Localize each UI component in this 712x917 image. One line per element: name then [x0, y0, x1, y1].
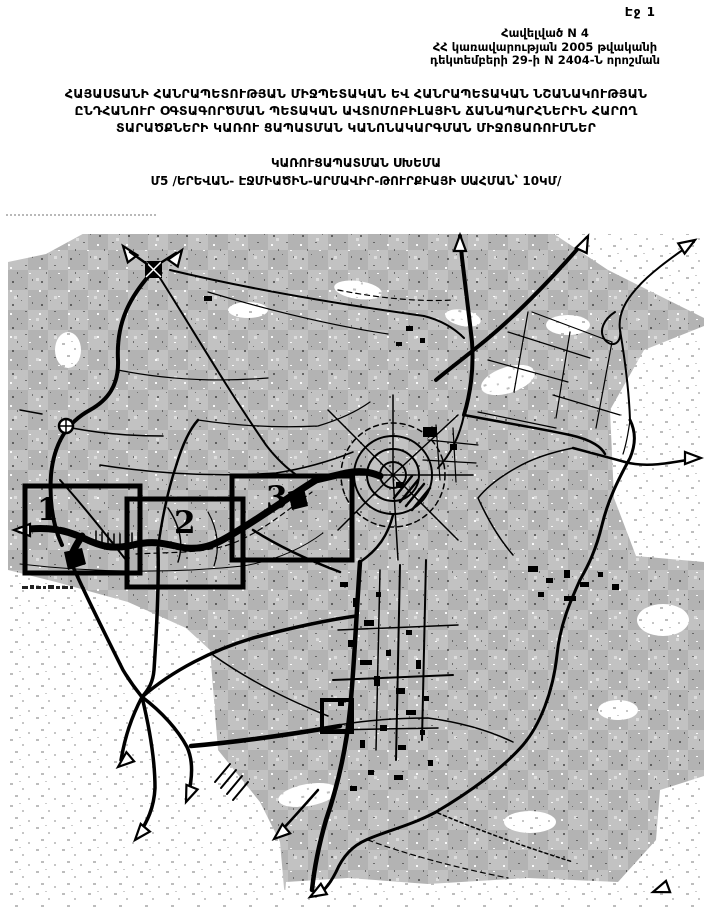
appendix-line-1: Հավելված N 4: [501, 26, 589, 40]
roundabout-symbol: [59, 419, 73, 433]
scheme-line-2: Մ5 /ԵՐԵՎԱՆ- ԷՋՄԻԱԾԻՆ-ԱՐՄԱՎԻՐ-ԹՈՒՐՔԻԱՅԻ ՍԱՀՄԱՆ՝ 10ԿՄ/: [150, 173, 562, 188]
document-title: [0, 85, 712, 136]
region-label-1: 1: [37, 492, 59, 528]
halftone-background: [8, 230, 704, 908]
scheme-line-1: ԿԱՌՈՒՑԱՊԱՏՄԱՆ ՍԽԵՄԱ: [270, 156, 442, 170]
title-line-2: ԸՆԴՀԱՆՈՒՐ ՕԳՏԱԳՈՐԾՄԱՆ ՊԵՏԱԿԱՆ ԱՎՏՈՄՈԲԻԼԱՅԻՆ ՃԱՆԱՊԱՐՀՆԵՐԻՆ ՀԱՐՈՂ: [74, 103, 638, 118]
appendix-line-2: ՀՀ կառավարության 2005 թվականի: [432, 39, 658, 54]
region-label-2: 2: [174, 505, 196, 541]
appendix-line-3: դեկտեմբերի 29-ի N 2404-Ն որոշման: [429, 53, 661, 67]
appendix-reference: [378, 27, 712, 68]
scheme-subtitle: [0, 155, 712, 190]
title-line-3: ՏԱՐԱԾՔՆԵՐԻ ԿԱՌՈՒ ՑԱՊԱՏՄԱՆ ԿԱՆՈՆԱԿԱՐԳՄԱՆ ՄԻՋՈՑԱՌՈՒՄՆԵՐ: [116, 120, 596, 135]
region-label-3: 3: [266, 480, 288, 516]
title-line-1: ՀԱՅԱՍՏԱՆԻ ՀԱՆՐԱՊԵՏՈՒԹՅԱՆ ՄԻՋՊԵՏԱԿԱՆ ԵՎ ՀԱՆՐԱՊԵՏԱԿԱՆ ՆՇԱՆԱԿՈՒԹՅԱՆ: [64, 86, 648, 101]
page-number: Էջ 1: [624, 5, 656, 19]
construction-scheme-map: [8, 230, 704, 908]
scan-artifact: [6, 214, 156, 216]
